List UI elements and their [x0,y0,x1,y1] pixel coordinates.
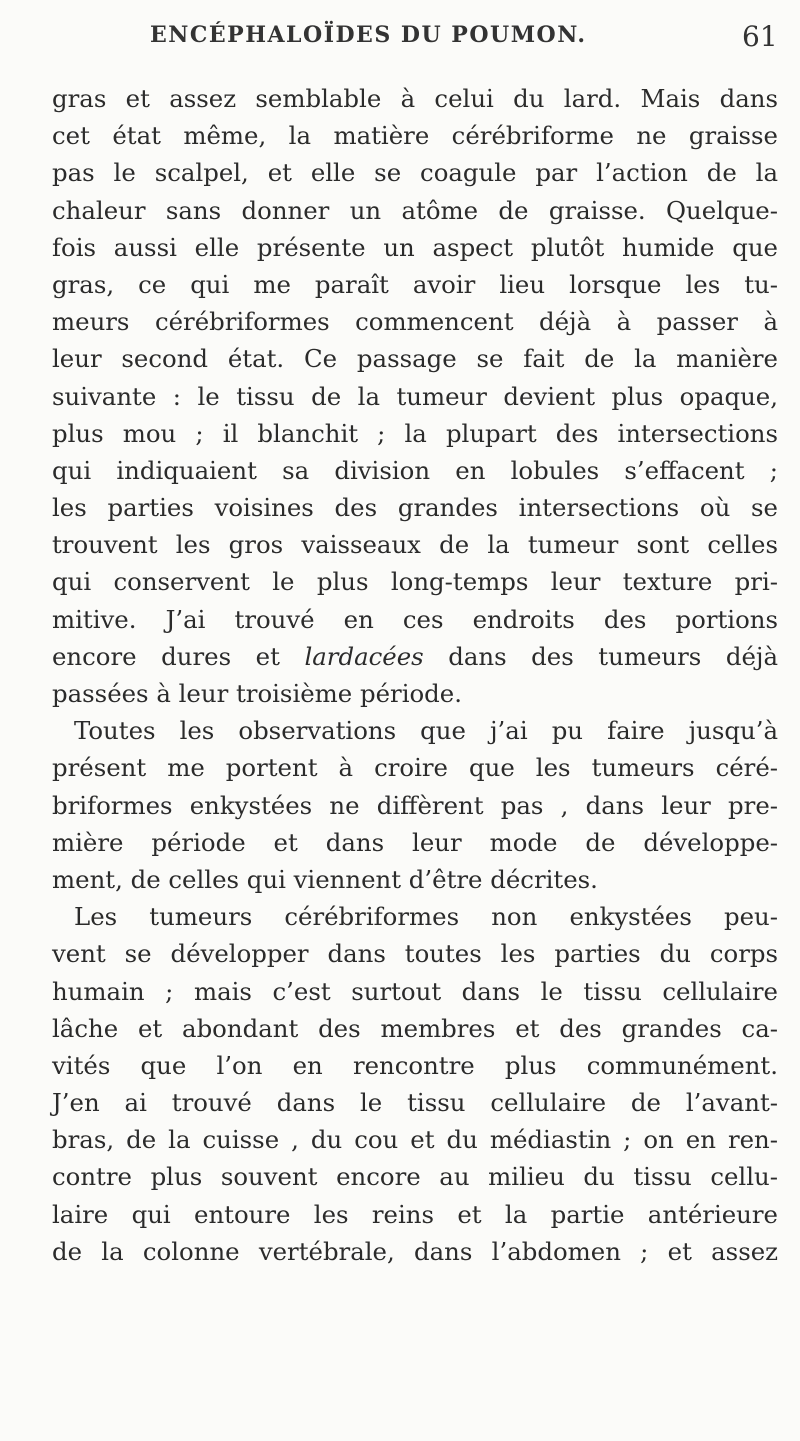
text-line: gras, ce qui me paraît avoir lieu lorsque les tu- [52,269,778,299]
text-line [52,638,778,675]
text-line: les parties voisines des grandes intersections où se [52,493,778,523]
text-line: vités que l’on en rencontre plus communément. [52,1050,778,1080]
running-title: ENCÉPHALOÏDES DU POUMON. [150,22,587,48]
text-line: suivante : le tissu de la tumeur devient plus opaque, [52,381,778,411]
text-line: laire qui entoure les reins et la partie antérieure [52,1199,778,1229]
text-line: cet état même, la matière cérébriforme ne graisse [52,121,778,151]
text-line: leur second état. Ce passage se fait de la manière [52,344,778,374]
text-line: humain ; mais c’est surtout dans le tissu cellulaire [52,976,778,1006]
text-line: plus mou ; il blanchit ; la plupart des intersections [52,418,778,448]
text-line: mière période et dans leur mode de développe- [52,827,778,857]
text-line: briformes enkystées ne diffèrent pas , dans leur pre- [52,790,778,820]
text-line: Toutes les observations que j’ai pu faire jusqu’à [74,716,778,746]
text-line: qui conservent le plus long-temps leur texture pri- [52,567,778,597]
text-line: qui indiquaient sa division en lobules s’effacent ; [52,455,778,485]
page-number: 61 [742,20,778,53]
text-line: chaleur sans donner un atôme de graisse. Quelque- [52,195,778,225]
text-line: Les tumeurs cérébriformes non enkystées peu- [74,902,778,932]
text-line: lâche et abondant des membres et des grandes ca- [52,1013,778,1043]
text-line: vent se développer dans toutes les parties du corps [52,939,778,969]
text-line: bras, de la cuisse , du cou et du médiastin ; on en ren- [52,1125,778,1155]
text-line: ment, de celles qui viennent d’être décrites. [52,864,598,894]
text-line: gras et assez semblable à celui du lard. Mais dans [52,84,778,113]
text-segment: encore dures et [52,641,305,671]
text-segment: dans des tumeurs déjà [423,641,778,671]
text-line: de la colonne vertébrale, dans l’abdomen ; et assez [52,1236,778,1266]
text-line: J’en ai trouvé dans le tissu cellulaire de l’avant- [52,1088,778,1118]
italic-term: lardacées [304,641,424,671]
body-text [52,80,778,1270]
text-line: trouvent les gros vaisseaux de la tumeur sont celles [52,530,778,560]
text-line: meurs cérébriformes commencent déjà à passer à [52,307,778,337]
text-line: fois aussi elle présente un aspect plutôt humide que [52,232,778,262]
text-line: mitive. J’ai trouvé en ces endroits des portions [52,604,778,634]
text-line: passées à leur troisième période. [52,679,462,708]
text-line: contre plus souvent encore au milieu du tissu cellu- [52,1162,778,1192]
running-head [0,12,800,62]
text-line: présent me portent à croire que les tumeurs céré- [52,753,778,783]
text-line: pas le scalpel, et elle se coagule par l’action de la [52,158,778,188]
